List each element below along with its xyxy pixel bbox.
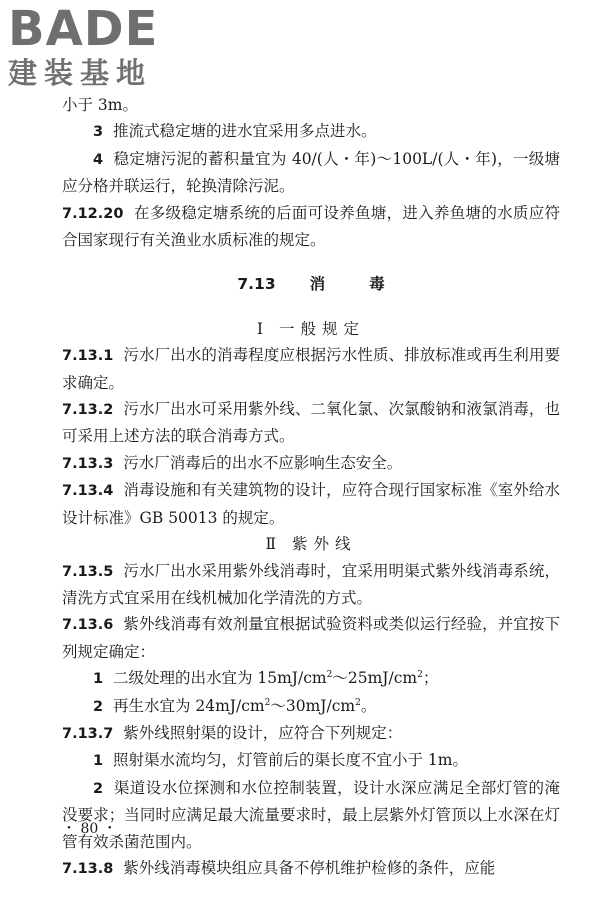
subsection-roman: Ⅰ xyxy=(256,319,264,338)
clause-text: 污水厂出水可采用紫外线、二氧化氯、次氯酸钠和液氯消毒，也可采用上述方法的联合消毒方式。 xyxy=(62,400,560,446)
list-item xyxy=(62,118,560,145)
item-text: 再生水宜为 24mJ/cm xyxy=(112,696,265,715)
page-number-dot: ・ xyxy=(102,821,117,837)
page-number xyxy=(62,818,117,838)
superscript: 2 xyxy=(264,697,271,708)
clause-text: 紫外线消毒有效剂量宜根据试验资料或类似运行经验，并宜按下列规定确定： xyxy=(62,615,560,661)
clause-number: 7.13.5 xyxy=(62,563,114,580)
clause-text: 紫外线照射渠的设计，应符合下列规定： xyxy=(123,723,403,742)
superscript: 2 xyxy=(417,669,423,680)
subsection-title: 紫外线 xyxy=(292,535,357,554)
clause xyxy=(62,477,560,531)
subsection-heading xyxy=(62,316,560,342)
subsection-heading xyxy=(62,531,560,557)
item-number: 3 xyxy=(93,124,104,141)
item-number: 2 xyxy=(93,698,104,715)
superscript: 2 xyxy=(326,669,333,680)
clause xyxy=(62,855,560,882)
item-text: ～25mJ/cm xyxy=(332,669,418,688)
clause-number: 7.13.3 xyxy=(62,455,114,472)
item-text: 渠道设水位探测和水位控制装置，设计水深应满足全部灯管的淹没要求；当同时应满足最大流量要求时，最上层紫外灯管顶以上水深在灯管有效杀菌范围内。 xyxy=(62,778,560,851)
clause-text: 在多级稳定塘系统的后面可设养鱼塘，进入养鱼塘的水质应符合国家现行有关渔业水质标准的规定。 xyxy=(62,203,560,250)
page-number-value: 80 xyxy=(80,821,99,837)
bade-logo xyxy=(8,1,178,90)
item-text: ～30mJ/cm xyxy=(270,696,356,715)
list-item xyxy=(62,665,560,692)
item-text: 。 xyxy=(360,696,377,715)
clause-number: 7.13.2 xyxy=(62,402,114,419)
logo-wordmark: BADE xyxy=(8,1,159,57)
superscript: 2 xyxy=(355,697,361,708)
section-title-part: 毒 xyxy=(369,275,385,294)
clause xyxy=(62,558,560,612)
item-text: 照射渠水流均匀，灯管前后的渠长度不宜小于 1m。 xyxy=(112,751,468,770)
clause-text: 污水厂消毒后的出水不应影响生态安全。 xyxy=(123,453,403,472)
list-item xyxy=(62,775,560,855)
clause xyxy=(62,611,560,665)
item-number: 1 xyxy=(93,753,104,770)
logo-chinese: 建装基地 xyxy=(8,56,153,90)
clause xyxy=(62,200,560,254)
page-body xyxy=(62,92,560,882)
page-number-dot: ・ xyxy=(62,821,76,837)
subsection-roman: Ⅱ xyxy=(265,535,277,554)
item-text: 稳定塘污泥的蓄积量宜为 40/(人・年)～100L/(人・年)，一级塘应分格并联运行，轮换清除污泥。 xyxy=(62,149,560,196)
clause-number: 7.13.4 xyxy=(62,483,114,500)
clause-text: 污水厂出水的消毒程度应根据污水性质、排放标准或再生利用要求确定。 xyxy=(62,346,560,392)
clause xyxy=(62,450,560,477)
item-text: 推流式稳定塘的进水宜采用多点进水。 xyxy=(112,122,377,141)
clause-number: 7.13.6 xyxy=(62,617,114,634)
item-number: 2 xyxy=(93,780,104,797)
clause xyxy=(62,720,560,747)
clause-number: 7.13.1 xyxy=(62,348,114,365)
list-item xyxy=(62,146,560,200)
section-heading xyxy=(62,271,560,297)
paragraph-continuation xyxy=(62,92,560,118)
list-item xyxy=(62,693,560,720)
clause-number: 7.13.7 xyxy=(62,725,114,742)
item-number: 1 xyxy=(93,671,104,688)
clause-number: 7.13.8 xyxy=(62,860,114,877)
item-text: 二级处理的出水宜为 15mJ/cm xyxy=(112,669,327,688)
clause-text: 污水厂出水采用紫外线消毒时，宜采用明渠式紫外线消毒系统，清洗方式宜采用在线机械加化学清洗的方式。 xyxy=(62,561,560,607)
clause-number: 7.12.20 xyxy=(62,205,124,222)
section-title-part: 消 xyxy=(309,275,326,294)
clause-text: 消毒设施和有关建筑物的设计，应符合现行国家标准《室外给水设计标准》GB 50013 的规定。 xyxy=(62,481,560,527)
section-number: 7.13 xyxy=(237,275,276,294)
item-number: 4 xyxy=(93,151,104,168)
list-item xyxy=(62,747,560,774)
clause xyxy=(62,342,560,396)
paragraph-text: 小于 3m。 xyxy=(62,96,138,114)
item-text: ； xyxy=(422,669,439,688)
subsection-title: 一般规定 xyxy=(279,319,366,338)
clause xyxy=(62,396,560,450)
clause-text: 紫外线消毒模块组应具备不停机维护检修的条件，应能 xyxy=(123,858,496,877)
